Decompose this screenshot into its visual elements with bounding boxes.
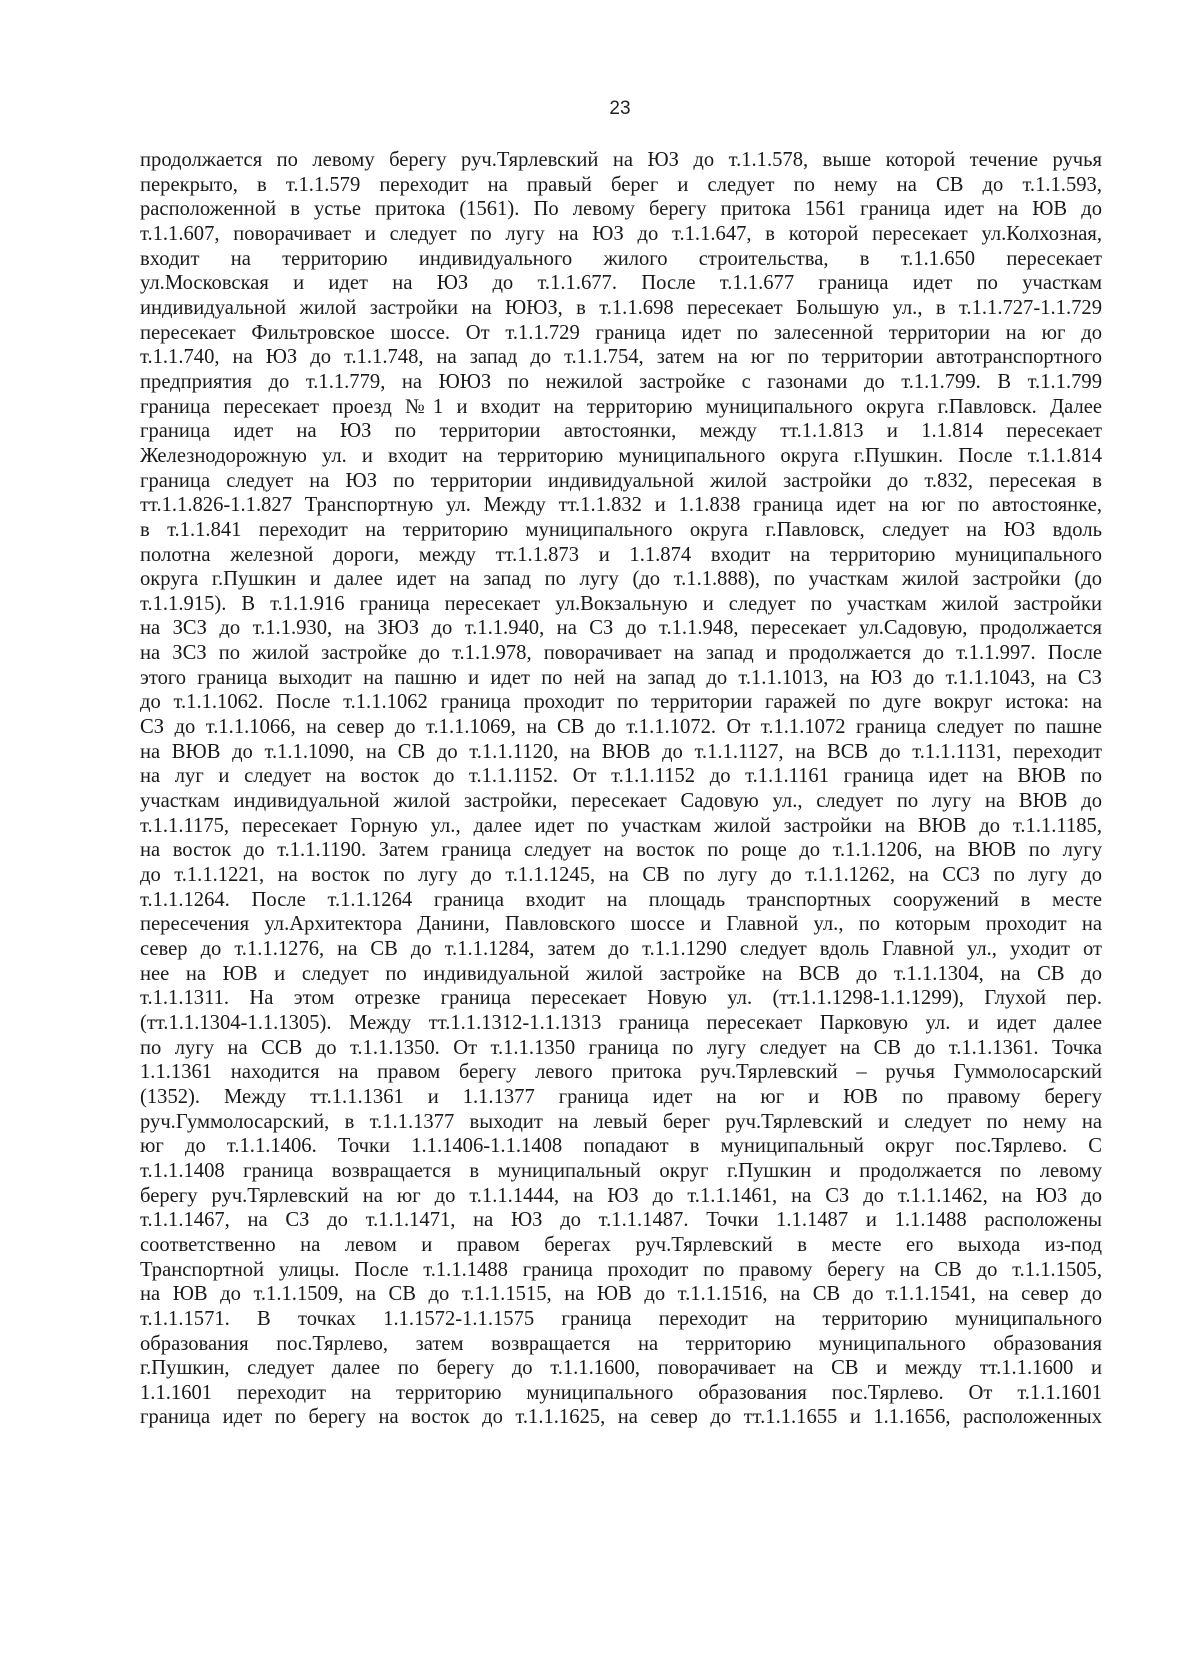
text-line: т.1.1.1175, пересекает Горную ул., далее идет по участкам жилой застройки на ВЮВ до т.1.1.1185, xyxy=(140,814,1102,837)
text-line: образования пос.Тярлево, затем возвращается на территорию муниципального образования xyxy=(140,1332,1102,1355)
text-line: (1352). Между тт.1.1.1361 и 1.1.1377 граница идет на юг и ЮВ по правому берегу xyxy=(140,1085,1102,1108)
text-line: 1.1.1361 находится на правом берегу левого притока руч.Тярлевский – ручья Гуммолосарский xyxy=(140,1061,1102,1084)
text-line: продолжается по левому берегу руч.Тярлевский на ЮЗ до т.1.1.578, выше которой течение ручья xyxy=(140,149,1102,171)
text-line: т.1.1.1467, на СЗ до т.1.1.1471, на ЮЗ до т.1.1.1487. Точки 1.1.1487 и 1.1.1488 расположены xyxy=(140,1209,1102,1232)
text-line: 1.1.1601 переходит на территорию муниципального образования пос.Тярлево. От т.1.1.1601 xyxy=(140,1381,1102,1404)
page-number: 23 xyxy=(609,98,631,119)
text-line: север до т.1.1.1276, на СВ до т.1.1.1284, затем до т.1.1.1290 следует вдоль Главной ул., уходит от xyxy=(140,938,1102,960)
text-line: т.1.1.1571. В точках 1.1.1572-1.1.1575 граница переходит на территорию муниципального xyxy=(140,1307,1102,1330)
text-line: ул.Московская и идет на ЮЗ до т.1.1.677. После т.1.1.677 граница идет по участкам xyxy=(140,272,1102,295)
text-line: индивидуальной жилой застройки на ЮЮЗ, в т.1.1.698 пересекает Большую ул., в т.1.1.727-1.1.729 xyxy=(140,296,1102,319)
text-line: т.1.1.1408 граница возвращается в муниципальный округ г.Пушкин и продолжается по левому xyxy=(140,1159,1102,1182)
text-line: до т.1.1.1221, на восток по лугу до т.1.1.1245, на СВ по лугу до т.1.1.1262, на ССЗ по лугу до xyxy=(140,864,1102,887)
text-line: расположенной в устье притока (1561). По левому берегу притока 1561 граница идет на ЮВ до xyxy=(140,198,1102,221)
text-line: на ЮВ до т.1.1.1509, на СВ до т.1.1.1515, на ЮВ до т.1.1.1516, на СВ до т.1.1.1541, на север до xyxy=(140,1283,1102,1306)
text-line: тт.1.1.826-1.1.827 Транспортную ул. Между тт.1.1.832 и 1.1.838 граница идет на юг по автостоянке, xyxy=(140,494,1102,517)
text-line: руч.Гуммолосарский, в т.1.1.1377 выходит на левый берег руч.Тярлевский и следует по нему на xyxy=(140,1110,1102,1133)
text-line: берегу руч.Тярлевский на юг до т.1.1.1444, на ЮЗ до т.1.1.1461, на СЗ до т.1.1.1462, на ЮЗ до xyxy=(140,1184,1102,1207)
text-line: перекрыто, в т.1.1.579 переходит на правый берег и следует по нему на СВ до т.1.1.593, xyxy=(140,173,1102,196)
text-line: г.Пушкин, следует далее по берегу до т.1.1.1600, поворачивает на СВ и между тт.1.1.1600 и xyxy=(140,1357,1102,1380)
text-line: входит на территорию индивидуального жилого строительства, в т.1.1.650 пересекает xyxy=(140,247,1102,270)
text-line: граница пересекает проезд №1 и входит на территорию муниципального округа г.Павловск. Далее xyxy=(140,395,1102,418)
text-line: юг до т.1.1.1406. Точки 1.1.1406-1.1.1408 попадают в муниципальный округ пос.Тярлево. С xyxy=(140,1135,1102,1158)
text-line: пересекает Фильтровское шоссе. От т.1.1.729 граница идет по залесенной территории на юг до xyxy=(140,321,1102,344)
text-line: по лугу на ССВ до т.1.1.1350. От т.1.1.1350 граница по лугу следует на СВ до т.1.1.1361. Точка xyxy=(140,1036,1102,1059)
text-line: (тт.1.1.1304-1.1.1305). Между тт.1.1.1312-1.1.1313 граница пересекает Парковую ул. и идет далее xyxy=(140,1011,1102,1034)
text-line: полотна железной дороги, между тт.1.1.873 и 1.1.874 входит на территорию муниципального xyxy=(140,543,1102,566)
text-line: соответственно на левом и правом берегах руч.Тярлевский в месте его выхода из-под xyxy=(140,1233,1102,1256)
text-line: т.1.1.607, поворачивает и следует по лугу на ЮЗ до т.1.1.647, в которой пересекает ул.Колхозная, xyxy=(140,222,1102,245)
text-line: граница идет по берегу на восток до т.1.1.1625, на север до тт.1.1.1655 и 1.1.1656, расположенных xyxy=(140,1406,1102,1429)
text-line: т.1.1.915). В т.1.1.916 граница пересекает ул.Вокзальную и следует по участкам жилой застройки xyxy=(140,592,1102,615)
body-paragraph xyxy=(140,148,1102,1430)
text-line: участкам индивидуальной жилой застройки, пересекает Садовую ул., следует по лугу на ВЮВ до xyxy=(140,790,1102,813)
text-line: предприятия до т.1.1.779, на ЮЮЗ по нежилой застройке с газонами до т.1.1.799. В т.1.1.799 xyxy=(140,370,1102,393)
text-line: граница идет на ЮЗ по территории автостоянки, между тт.1.1.813 и 1.1.814 пересекает xyxy=(140,420,1102,443)
text-line: нее на ЮВ и следует по индивидуальной жилой застройке на ВСВ до т.1.1.1304, на СВ до xyxy=(140,962,1102,985)
text-line: на луг и следует на восток до т.1.1.1152. От т.1.1.1152 до т.1.1.1161 граница идет на ВЮВ по xyxy=(140,765,1102,788)
text-line: на ЗСЗ до т.1.1.930, на ЗЮЗ до т.1.1.940, на СЗ до т.1.1.948, пересекает ул.Садовую, продолжается xyxy=(140,617,1102,640)
text-line: в т.1.1.841 переходит на территорию муниципального округа г.Павловск, следует на ЮЗ вдоль xyxy=(140,518,1102,541)
text-line: округа г.Пушкин и далее идет на запад по лугу (до т.1.1.888), по участкам жилой застройки (до xyxy=(140,568,1102,591)
text-line: т.1.1.740, на ЮЗ до т.1.1.748, на запад до т.1.1.754, затем на юг по территории автотранспортного xyxy=(140,346,1102,369)
text-line: на восток до т.1.1.1190. Затем граница следует на восток по роще до т.1.1.1206, на ВЮВ по лугу xyxy=(140,839,1102,862)
text-line: на ВЮВ до т.1.1.1090, на СВ до т.1.1.1120, на ВЮВ до т.1.1.1127, на ВСВ до т.1.1.1131, переходит xyxy=(140,740,1102,763)
text-line: на ЗСЗ по жилой застройке до т.1.1.978, поворачивает на запад и продолжается до т.1.1.997. После xyxy=(140,642,1102,665)
text-line: пересечения ул.Архитектора Данини, Павловского шоссе и Главной ул., по которым проходит на xyxy=(140,913,1102,936)
text-line: т.1.1.1311. На этом отрезке граница пересекает Новую ул. (тт.1.1.1298-1.1.1299), Глухой пер. xyxy=(140,987,1102,1010)
text-line: этого граница выходит на пашню и идет по ней на запад до т.1.1.1013, на ЮЗ до т.1.1.1043, на СЗ xyxy=(140,666,1102,689)
text-line: т.1.1.1264. После т.1.1.1264 граница входит на площадь транспортных сооружений в месте xyxy=(140,888,1102,911)
text-line: граница следует на ЮЗ по территории индивидуальной жилой застройки до т.832, пересекая в xyxy=(140,469,1102,492)
text-line: до т.1.1.1062. После т.1.1.1062 граница проходит по территории гаражей по дуге вокруг истока: на xyxy=(140,691,1102,714)
text-line: СЗ до т.1.1.1066, на север до т.1.1.1069, на СВ до т.1.1.1072. От т.1.1.1072 граница следует по пашне xyxy=(140,716,1102,739)
text-line: Транспортной улицы. После т.1.1.1488 граница проходит по правому берегу на СВ до т.1.1.1505, xyxy=(140,1258,1102,1281)
text-line: Железнодорожную ул. и входит на территорию муниципального округа г.Пушкин. После т.1.1.814 xyxy=(140,444,1102,467)
